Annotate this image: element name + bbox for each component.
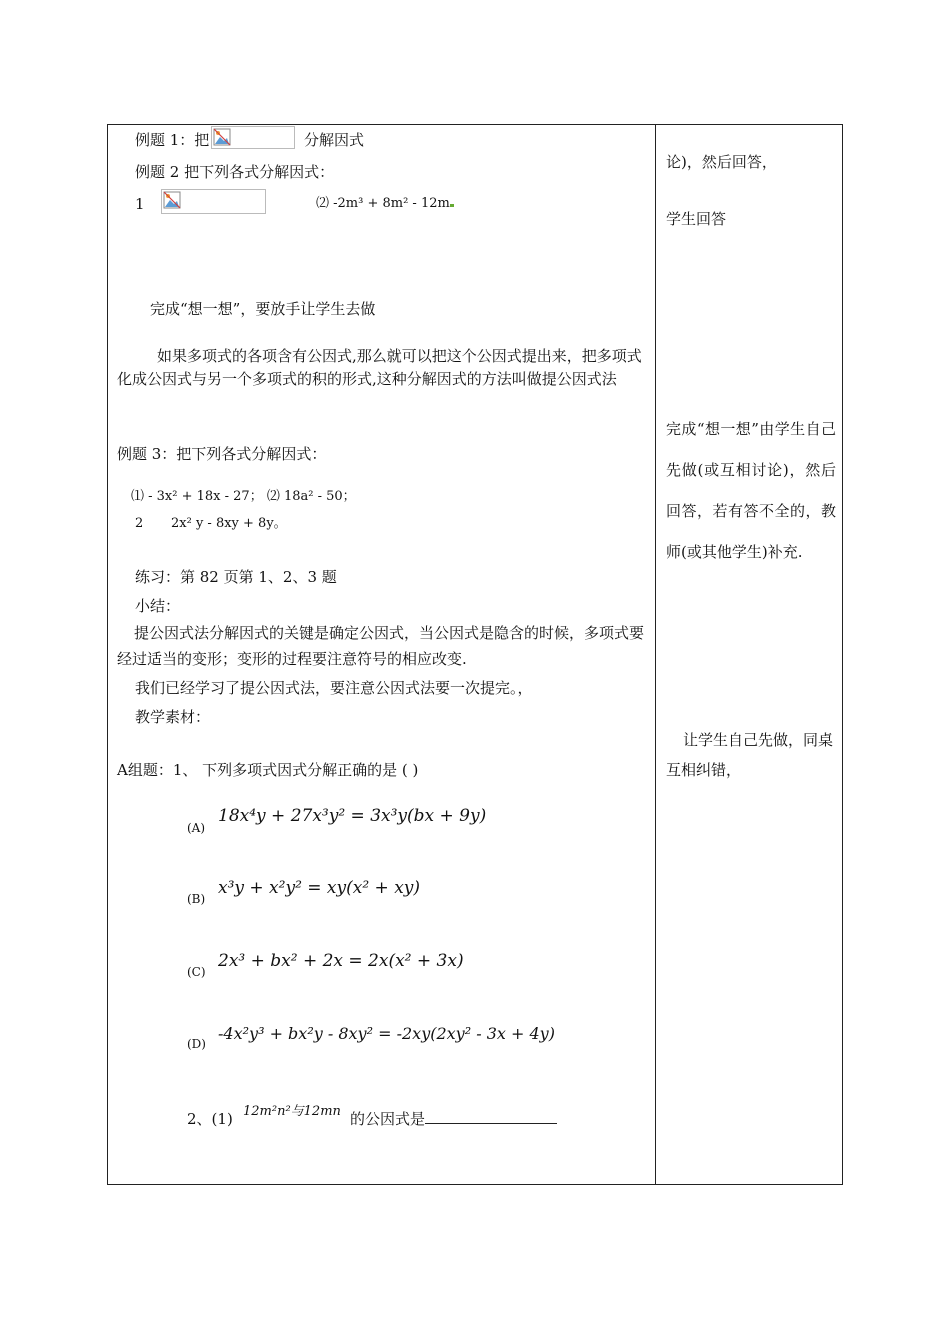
right-note-1: 论)，然后回答， bbox=[666, 153, 777, 171]
definition-paragraph: 如果多项式的各项含有公因式,那么就可以把这个公因式提出来，把多项式化成公因式与另一个多项式的积的形式,这种分解因式的方法叫做提公因式法 bbox=[117, 347, 642, 388]
option-b-formula: x³y + x²y² = xy(x² + xy) bbox=[218, 878, 421, 898]
materials-title: 教学素材： bbox=[135, 708, 211, 726]
example-3-title: 例题 3：把下列各式分解因式： bbox=[117, 445, 327, 463]
answer-blank bbox=[425, 1109, 557, 1124]
summary-title: 小结： bbox=[135, 597, 181, 615]
broken-image-icon bbox=[213, 128, 231, 146]
right-note-2: 学生回答 bbox=[666, 210, 727, 228]
option-a-formula: 18x⁴y + 27x³y² = 3x³y(bx + 9y) bbox=[218, 806, 487, 826]
broken-image-icon bbox=[163, 191, 181, 209]
summary-paragraph: 提公因式法分解因式的关键是确定公因式，当公因式是隐含的时候，多项式要经过适当的变形；变形的过程要注意符号的相应改变. bbox=[117, 624, 645, 668]
example-1-prefix: 例题 1：把 bbox=[135, 131, 210, 149]
example-3-line-2: 2x² y - 8xy + 8y。 bbox=[171, 516, 287, 531]
group-a-question-1: A组题：1、 下列多项式因式分解正确的是 ( ) bbox=[117, 761, 419, 779]
broken-image-placeholder-2 bbox=[161, 189, 266, 214]
question-2-math: 12m²n²与12mn bbox=[243, 1104, 341, 1119]
cursor-mark bbox=[450, 204, 454, 207]
broken-image-placeholder bbox=[211, 126, 295, 149]
example-2-title: 例题 2 把下列各式分解因式： bbox=[135, 163, 335, 181]
right-note-4: 让学生自己先做，同桌互相纠错， bbox=[666, 731, 834, 779]
question-2-prefix: 2、(1) bbox=[187, 1110, 233, 1128]
column-divider bbox=[655, 124, 656, 1185]
option-b-label: (B) bbox=[187, 892, 206, 906]
question-2-suffix: 的公因式是 bbox=[350, 1109, 557, 1129]
option-d-formula: -4x²y³ + bx²y - 8xy² = -2xy(2xy² - 3x + 4y) bbox=[218, 1024, 555, 1043]
option-a-label: (A) bbox=[187, 821, 206, 835]
option-c-label: (C) bbox=[187, 965, 206, 979]
option-c-formula: 2x³ + bx² + 2x = 2x(x² + 3x) bbox=[218, 951, 464, 971]
think-instruction: 完成“想一想”，要放手让学生去做 bbox=[150, 300, 376, 318]
example-3-line-2-number: 2 bbox=[135, 516, 144, 531]
right-note-3: 完成“想一想”由学生自己先做(或互相讨论)，然后回答，若有答不全的，教师(或其他学生)补充. bbox=[666, 420, 836, 561]
example-1-suffix: 分解因式 bbox=[304, 131, 365, 149]
practice-line: 练习：第 82 页第 1、2、3 题 bbox=[135, 568, 337, 586]
summary-line-2: 我们已经学习了提公因式法，要注意公因式法要一次提完。， bbox=[135, 679, 533, 697]
example-2-item-2: ⑵ -2m³ + 8m² - 12m bbox=[316, 194, 454, 214]
example-2-item-1-number: 1 bbox=[135, 195, 145, 213]
example-3-line-1: ⑴ - 3x² + 18x - 27； ⑵ 18a² - 50； bbox=[131, 489, 356, 504]
option-d-label: (D) bbox=[187, 1037, 206, 1051]
